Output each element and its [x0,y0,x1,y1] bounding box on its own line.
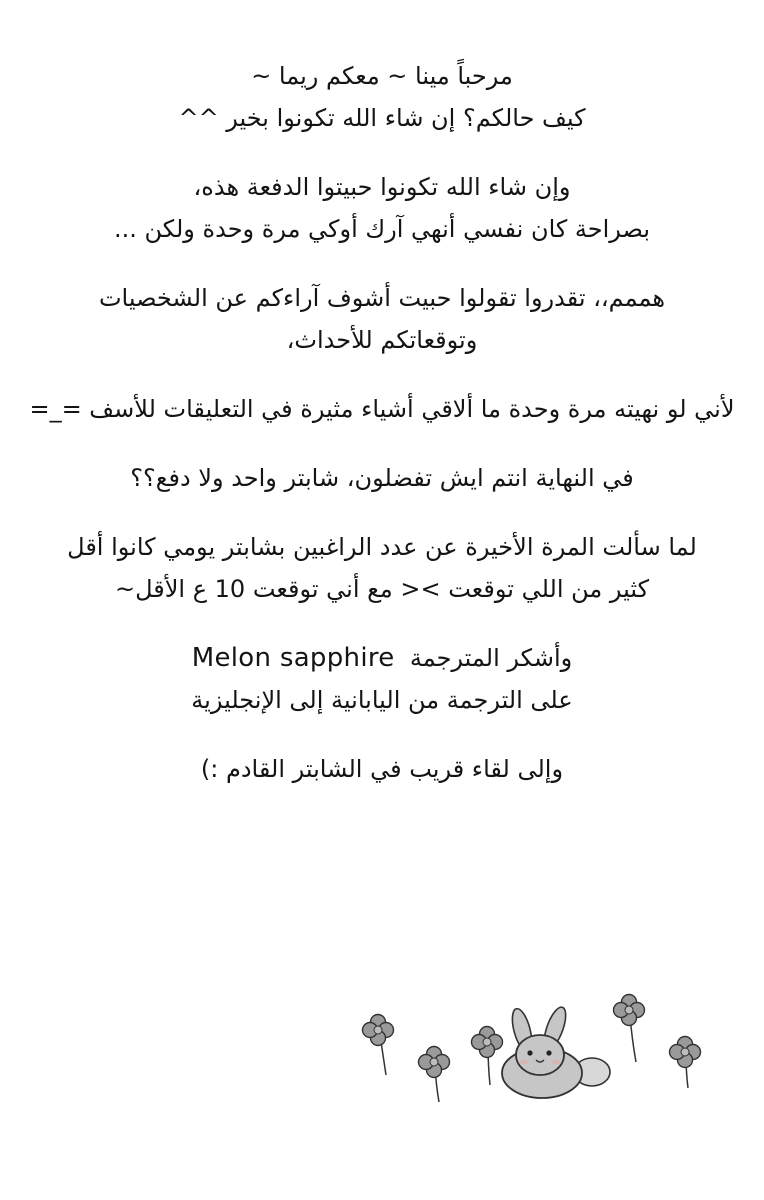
text-line: في النهاية انتم ايش تفضلون، شابتر واحد ولا دفع؟؟ [130,464,634,492]
clover-icon [363,1015,394,1076]
clover-icon [670,1037,701,1089]
text-line: على الترجمة من اليابانية إلى الإنجليزية [191,686,573,714]
text-line: كيف حالكم؟ إن شاء الله تكونوا بخير ^^ [178,104,586,132]
paragraph-farewell [0,748,764,790]
paragraph-comments [0,388,764,430]
text-line: وإن شاء الله تكونوا حبيتوا الدفعة هذه، [193,173,571,201]
paragraph-thanks [0,637,764,721]
clover-bunny-illustration [350,990,720,1120]
text-line: مرحباً مينا ~ معكم ريما ~ [251,62,513,90]
paragraph-batch [0,166,764,250]
text-line [0,637,764,679]
text-line: كثير من اللي توقعت >< مع أني توقعت 10 ع الأقل~ [114,575,650,603]
bunny-icon [502,1005,610,1098]
clover-icon [419,1047,450,1103]
text-line: هممم،، تقدروا تقولوا حبيت أشوف آراءكم عن الشخصيات [98,284,666,312]
clover-icon [472,1027,503,1086]
text-line: بصراحة كان نفسي أنهي آرك أوكي مرة وحدة ولكن ... [113,215,651,243]
paragraph-survey [0,526,764,610]
paragraph-opinions [0,277,764,361]
translator-name: Melon sapphire [191,643,395,673]
paragraph-question [0,457,764,499]
translator-note [0,55,764,817]
text-line: لما سألت المرة الأخيرة عن عدد الراغبين بشابتر يومي كانوا أقل [67,533,697,561]
thanks-text: وأشكر المترجمة [409,644,573,672]
text-line: وتوقعاتكم للأحداث، [286,326,478,354]
text-line: لأني لو نهيته مرة وحدة ما ألاقي أشياء مثيرة في التعليقات للأسف =_= [29,395,735,423]
paragraph-greeting [0,55,764,139]
text-line: وإلى لقاء قريب في الشابتر القادم :) [200,755,564,783]
clover-icon [614,995,645,1063]
